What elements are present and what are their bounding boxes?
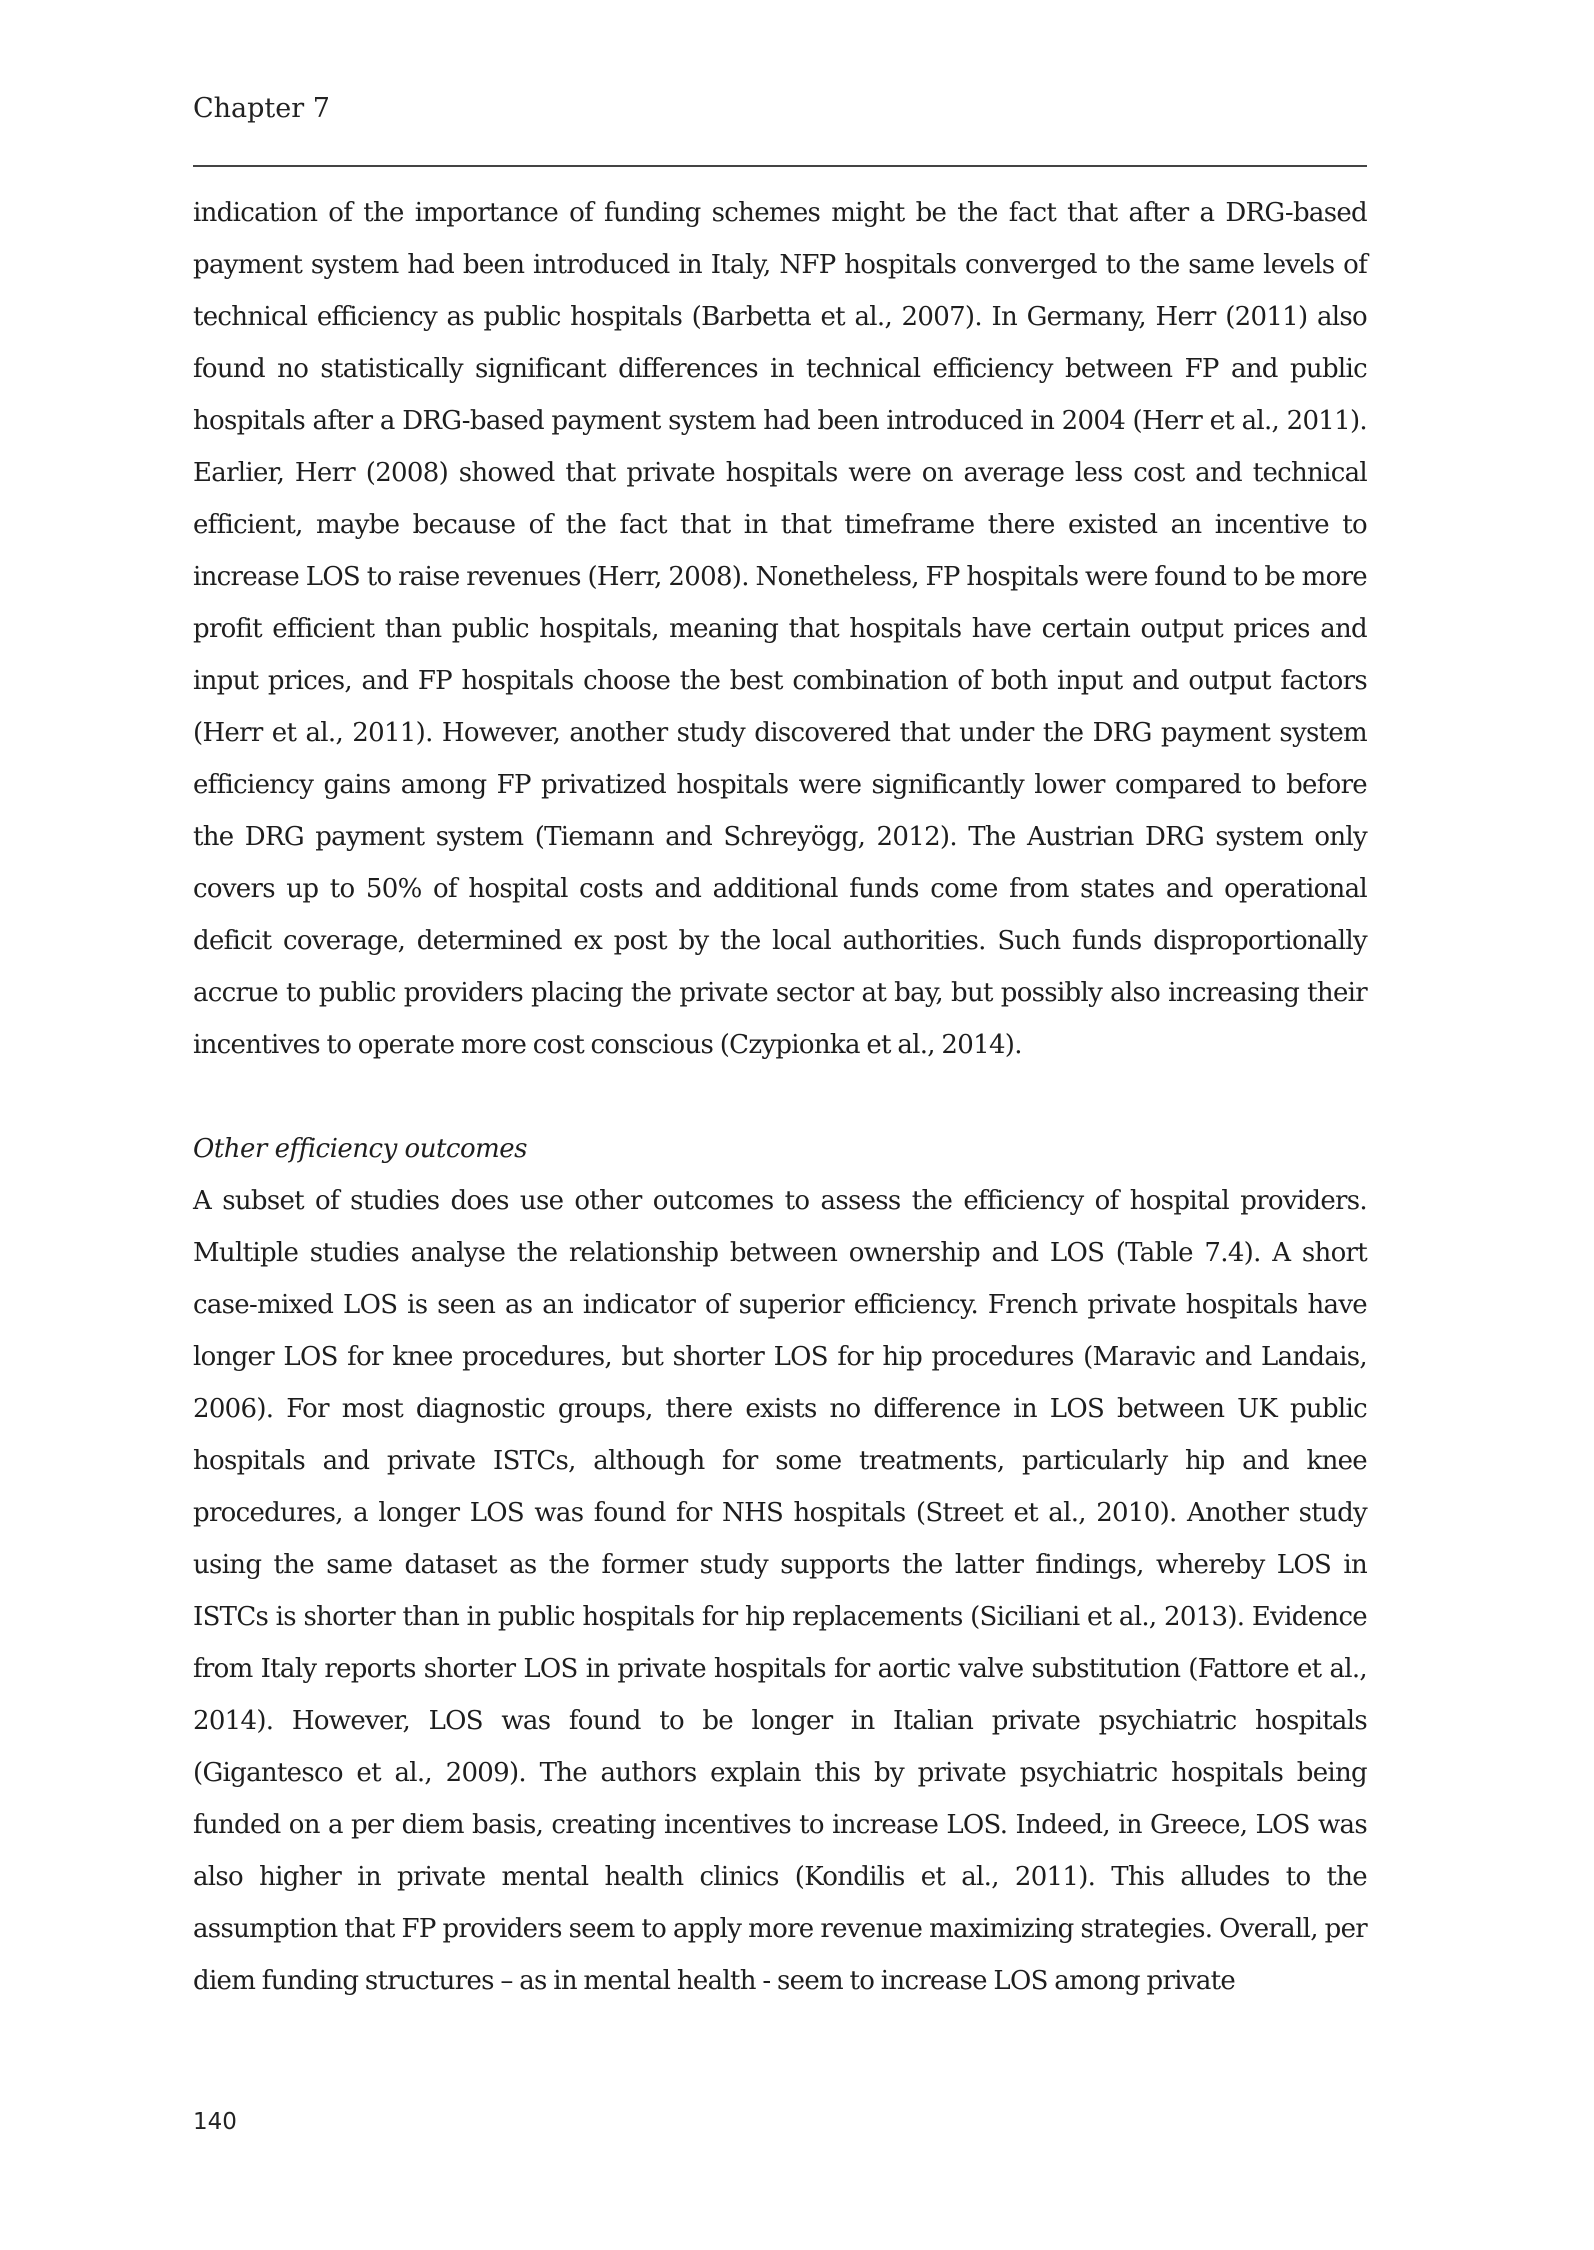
page-number: 140	[193, 2109, 237, 2135]
header-divider	[193, 165, 1367, 167]
paragraph-funding-schemes: indication of the importance of funding schemes might be the fact that after a DRG-based payment system had been introduced in Italy, NFP hospitals converged to the same levels of technical efficiency as public hospitals (Barbetta et al., 2007). In Germany, Herr (2011) also found no statistically significant differences in technical efficiency between FP and public hospitals after a DRG-based payment system had been introduced in 2004 (Herr et al., 2011). Earlier, Herr (2008) showed that private hospitals were on average less cost and technical efficient, maybe because of the fact that in that timeframe there existed an incentive to increase LOS to raise revenues (Herr, 2008). Nonetheless, FP hospitals were found to be more profit efficient than public hospitals, meaning that hospitals have certain output prices and input prices, and FP hospitals choose the best combination of both input and output factors (Herr et al., 2011). However, another study discovered that under the DRG payment system efficiency gains among FP privatized hospitals were significantly lower compared to before the DRG payment system (Tiemann and Schreyögg, 2012). The Austrian DRG system only covers up to 50% of hospital costs and additional funds come from states and operational deficit coverage, determined ex post by the local authorities. Such funds disproportionally accrue to public providers placing the private sector at bay, but possibly also increasing their incentives to operate more cost conscious (Czypionka et al., 2014).	[193, 198, 1367, 1060]
paragraph-other-efficiency: A subset of studies does use other outcomes to assess the efficiency of hospital providers. Multiple studies analyse the relationship between ownership and LOS (Table 7.4). A short case-mixed LOS is seen as an indicator of superior efficiency. French private hospitals have longer LOS for knee procedures, but shorter LOS for hip procedures (Maravic and Landais, 2006). For most diagnostic groups, there exists no difference in LOS between UK public hospitals and private ISTCs, although for some treatments, particularly hip and knee procedures, a longer LOS was found for NHS hospitals (Street et al., 2010). Another study using the same dataset as the former study supports the latter findings, whereby LOS in ISTCs is shorter than in public hospitals for hip replacements (Siciliani et al., 2013). Evidence from Italy reports shorter LOS in private hospitals for aortic valve substitution (Fattore et al., 2014). However, LOS was found to be longer in Italian private psychiatric hospitals (Gigantesco et al., 2009). The authors explain this by private psychiatric hospitals being funded on a per diem basis, creating incentives to increase LOS. Indeed, in Greece, LOS was also higher in private mental health clinics (Kondilis et al., 2011). This alludes to the assumption that FP providers seem to apply more revenue maximizing strategies. Overall, per diem funding structures – as in mental health - seem to increase LOS among private	[193, 1186, 1367, 1996]
running-header-chapter: Chapter 7	[193, 93, 330, 124]
body-text	[193, 187, 1367, 2007]
section-heading-other-efficiency: Other efficiency outcomes	[193, 1134, 528, 1164]
